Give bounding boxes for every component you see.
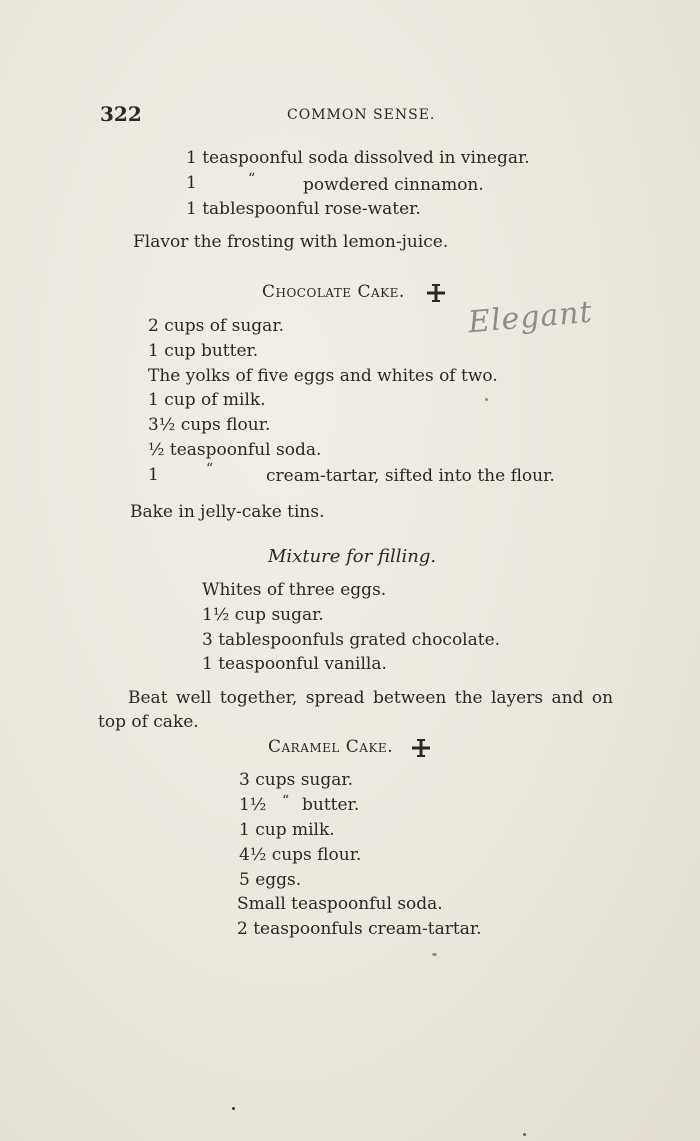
cross-mark-icon: [425, 283, 447, 303]
chocolate-ingredient-5: 3½ cups flour.: [148, 415, 271, 435]
caramel-ingredient-2-text: butter.: [302, 795, 360, 815]
paper-speck: [432, 953, 437, 956]
ditto-mark: “: [206, 461, 214, 477]
frosting-note: Flavor the frosting with lemon-juice.: [133, 232, 449, 252]
filling-title: Mixture for filling.: [268, 546, 437, 567]
cross-mark-icon: [410, 738, 432, 758]
filling-instruction-line-2: top of cake.: [98, 712, 199, 732]
chocolate-ingredient-6: ½ teaspoonful soda.: [148, 440, 322, 460]
caramel-ingredient-2-qty: 1½: [239, 795, 267, 815]
paper-speck: [485, 398, 488, 401]
filling-ingredient-3: 3 tablespoonfuls grated chocolate.: [202, 630, 501, 650]
chocolate-ingredient-1: 2 cups of sugar.: [148, 316, 284, 336]
chocolate-ingredient-7-qty: 1: [148, 465, 159, 485]
caramel-ingredient-6: Small teaspoonful soda.: [237, 894, 443, 914]
chocolate-ingredient-2: 1 cup butter.: [148, 341, 259, 361]
running-title: COMMON SENSE.: [287, 107, 436, 123]
carryover-line-3: 1 tablespoonful rose-water.: [186, 199, 421, 219]
caramel-cake-title: Caramel Cake.: [268, 737, 394, 757]
caramel-ingredient-4: 4½ cups flour.: [239, 845, 362, 865]
filling-ingredient-2: 1½ cup sugar.: [202, 605, 324, 625]
carryover-line-2-qty: 1: [186, 173, 197, 193]
caramel-ingredient-3: 1 cup milk.: [239, 820, 335, 840]
filling-ingredient-4: 1 teaspoonful vanilla.: [202, 654, 387, 674]
handwritten-annotation: Elegant: [466, 294, 595, 341]
carryover-line-1: 1 teaspoonful soda dissolved in vinegar.: [186, 148, 530, 168]
chocolate-ingredient-7-text: cream-tartar, sifted into the flour.: [266, 466, 555, 486]
page-number: 322: [100, 102, 142, 126]
caramel-ingredient-7: 2 teaspoonfuls cream-tartar.: [237, 919, 482, 939]
paper-speck: [523, 1133, 526, 1136]
caramel-ingredient-5: 5 eggs.: [239, 870, 302, 890]
caramel-ingredient-1: 3 cups sugar.: [239, 770, 354, 790]
chocolate-instruction: Bake in jelly-cake tins.: [130, 502, 325, 522]
chocolate-cake-title: Chocolate Cake.: [262, 282, 405, 302]
filling-instruction-line-1: Beat well together, spread between the layers and on: [128, 688, 614, 708]
ditto-mark: “: [248, 171, 256, 187]
filling-ingredient-1: Whites of three eggs.: [202, 580, 387, 600]
chocolate-ingredient-4: 1 cup of milk.: [148, 390, 266, 410]
carryover-line-2-text: powdered cinnamon.: [303, 175, 484, 195]
paper-speck: [232, 1107, 235, 1110]
ditto-mark: “: [282, 793, 290, 809]
chocolate-ingredient-3: The yolks of five eggs and whites of two.: [148, 366, 498, 386]
